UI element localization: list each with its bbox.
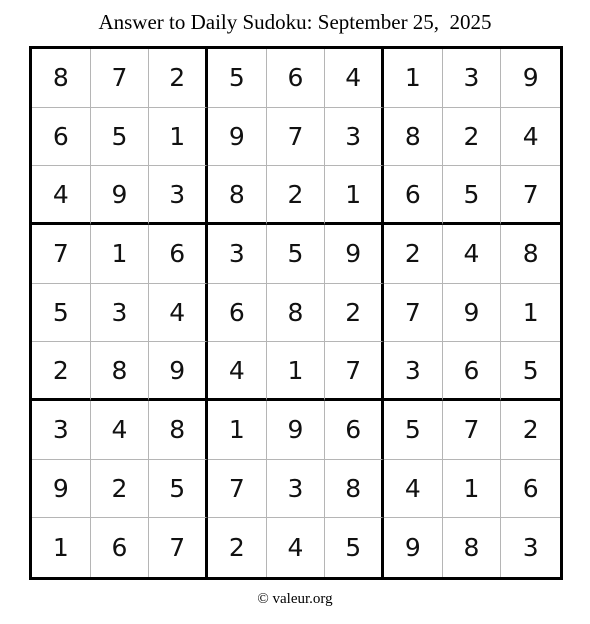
sudoku-cell-r3c4: 8 — [208, 166, 267, 225]
sudoku-cell-r3c1: 4 — [32, 166, 91, 225]
sudoku-cell-r9c6: 5 — [325, 518, 384, 577]
sudoku-cell-r1c5: 6 — [267, 49, 326, 108]
sudoku-cell-r4c7: 2 — [384, 225, 443, 284]
sudoku-cell-r3c2: 9 — [91, 166, 150, 225]
sudoku-cell-r7c4: 1 — [208, 401, 267, 460]
sudoku-board — [29, 46, 563, 580]
sudoku-cell-r8c2: 2 — [91, 460, 150, 519]
sudoku-cell-r3c6: 1 — [325, 166, 384, 225]
sudoku-cell-r2c6: 3 — [325, 108, 384, 167]
sudoku-cell-r6c2: 8 — [91, 342, 150, 401]
sudoku-cell-r9c9: 3 — [522, 533, 539, 563]
sudoku-cell-r2c9: 4 — [501, 108, 560, 167]
sudoku-cell-r9c1: 1 — [32, 518, 91, 577]
sudoku-cell-r6c5: 1 — [267, 342, 326, 401]
sudoku-cell-r7c3: 8 — [149, 401, 208, 460]
sudoku-cell-r9c5: 4 — [267, 518, 326, 577]
sudoku-cell-r3c7: 6 — [384, 166, 443, 225]
sudoku-cell-r8c9: 6 — [501, 460, 560, 519]
sudoku-cell-r3c8: 5 — [443, 166, 502, 225]
sudoku-cell-r7c6: 6 — [325, 401, 384, 460]
sudoku-cell-r2c5: 7 — [267, 108, 326, 167]
sudoku-cell-r7c2: 4 — [91, 401, 150, 460]
sudoku-cell-r9c2: 6 — [91, 518, 150, 577]
sudoku-cell-r8c1: 9 — [32, 460, 91, 519]
sudoku-cell-r4c9: 8 — [501, 225, 560, 284]
sudoku-cell-r7c1: 3 — [32, 401, 91, 460]
sudoku-cell-r4c4: 3 — [208, 225, 267, 284]
sudoku-cell-r3c9: 7 — [501, 166, 560, 225]
sudoku-cell-r7c7: 5 — [384, 401, 443, 460]
sudoku-cell-r5c3: 4 — [149, 284, 208, 343]
sudoku-cell-r6c9: 5 — [501, 342, 560, 401]
sudoku-cell-r2c2: 5 — [91, 108, 150, 167]
sudoku-cell-r5c7: 7 — [384, 284, 443, 343]
sudoku-cell-r5c8: 9 — [443, 284, 502, 343]
sudoku-cell-r4c2: 1 — [91, 225, 150, 284]
sudoku-cell-r9c7: 9 — [384, 518, 443, 577]
sudoku-cell-r8c7: 4 — [384, 460, 443, 519]
sudoku-cell-r4c3: 6 — [149, 225, 208, 284]
sudoku-cell-r6c3: 9 — [149, 342, 208, 401]
sudoku-cell-r3c3: 3 — [149, 166, 208, 225]
sudoku-cell-r7c8: 7 — [443, 401, 502, 460]
sudoku-cell-r1c1: 8 — [32, 49, 91, 108]
sudoku-cell-r6c1: 2 — [32, 342, 91, 401]
sudoku-cell-r1c7: 1 — [384, 49, 443, 108]
sudoku-cell-r6c8: 6 — [443, 342, 502, 401]
sudoku-cell-r1c9: 9 — [501, 49, 560, 108]
sudoku-cell-r4c8: 4 — [443, 225, 502, 284]
sudoku-cell-r6c6: 7 — [325, 342, 384, 401]
sudoku-cell-r6c4: 4 — [208, 342, 267, 401]
sudoku-cell-r4c1: 7 — [32, 225, 91, 284]
sudoku-cell-r5c5: 8 — [267, 284, 326, 343]
sudoku-cell-r1c2: 7 — [91, 49, 150, 108]
sudoku-cell-r1c8: 3 — [443, 49, 502, 108]
sudoku-cell-r5c4: 6 — [208, 284, 267, 343]
sudoku-cell-r9c3: 7 — [149, 518, 208, 577]
sudoku-cell-r5c9: 1 — [501, 284, 560, 343]
sudoku-cell-r5c6: 2 — [325, 284, 384, 343]
sudoku-cell-r7c9: 2 — [501, 401, 560, 460]
sudoku-cell-r1c3: 2 — [149, 49, 208, 108]
sudoku-cell-r7c5: 9 — [267, 401, 326, 460]
sudoku-cell-r8c3: 5 — [149, 460, 208, 519]
sudoku-cell-r5c1: 5 — [32, 284, 91, 343]
sudoku-cell-r9c4: 2 — [208, 518, 267, 577]
sudoku-cell-r8c6: 8 — [325, 460, 384, 519]
sudoku-cell-r4c6: 9 — [325, 225, 384, 284]
sudoku-cell-r2c1: 6 — [32, 108, 91, 167]
sudoku-cell-r9c8: 8 — [443, 518, 502, 577]
sudoku-cell-r8c4: 7 — [208, 460, 267, 519]
sudoku-cell-r2c4: 9 — [208, 108, 267, 167]
sudoku-cell-r2c8: 2 — [443, 108, 502, 167]
sudoku-cell-r3c5: 2 — [267, 166, 326, 225]
sudoku-cell-r1c6: 4 — [325, 49, 384, 108]
sudoku-cell-r1c4: 5 — [208, 49, 267, 108]
sudoku-cell-r8c5: 3 — [267, 460, 326, 519]
sudoku-cell-r8c8: 1 — [443, 460, 502, 519]
sudoku-cell-r4c5: 5 — [267, 225, 326, 284]
copyright-footer: © valeur.org — [257, 591, 333, 607]
sudoku-cell-r5c2: 3 — [91, 284, 150, 343]
sudoku-cell-r2c7: 8 — [384, 108, 443, 167]
page-title: Answer to Daily Sudoku: September 25, 2025 — [98, 10, 492, 34]
sudoku-cell-r2c3: 1 — [149, 108, 208, 167]
sudoku-cell-r6c7: 3 — [384, 342, 443, 401]
